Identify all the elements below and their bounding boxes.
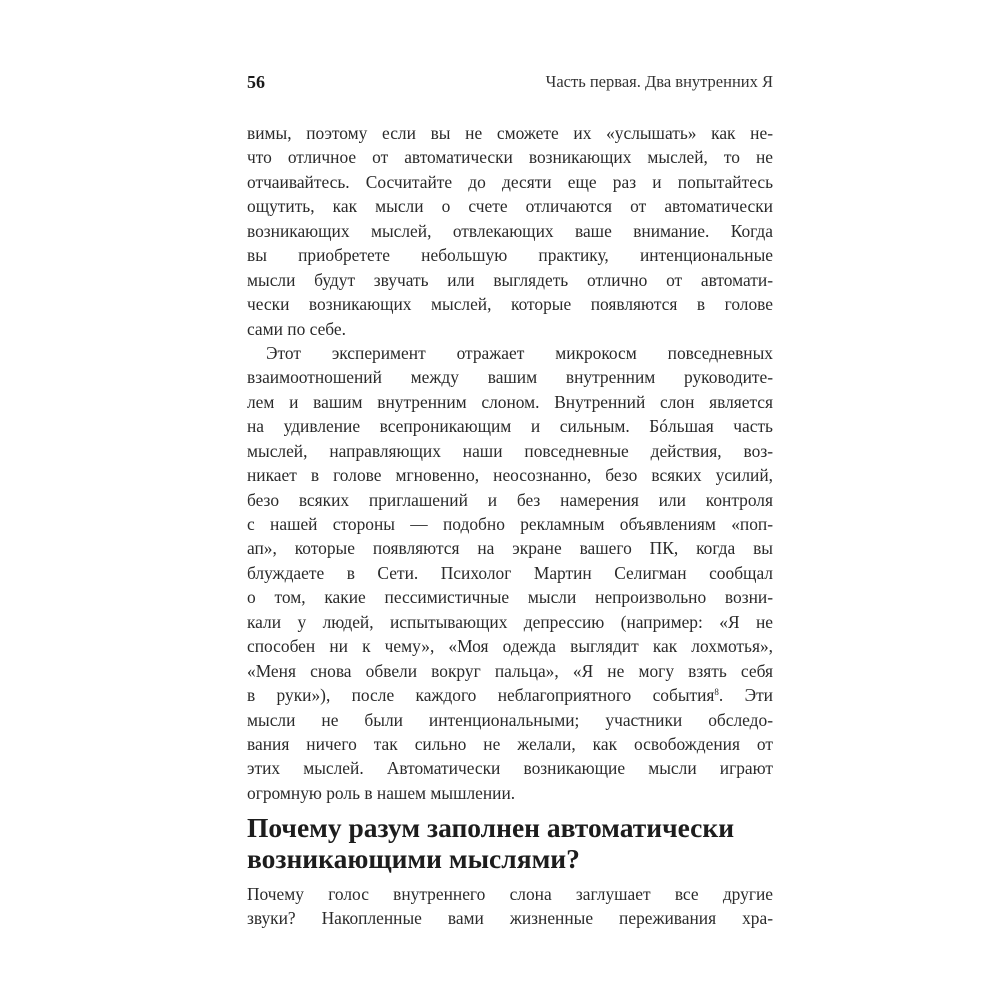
footnote-marker[interactable]: 8 — [714, 687, 719, 698]
text-line: этих мыслей. Автоматически возникающие мысли играют — [247, 758, 773, 779]
text-line: Почему голос внутреннего слона заглушает все другие — [247, 884, 773, 904]
text-line: вания ничего так сильно не желали, как освобождения от — [247, 733, 773, 754]
section-heading — [247, 812, 773, 874]
page-header — [247, 70, 773, 94]
text-line: звуки? Накопленные вами жизненные переживания хра- — [247, 908, 773, 929]
text-line: мысли будут звучать или выглядеть отлично от автомати- — [247, 269, 773, 290]
running-title: Часть первая. Два внутренних Я — [545, 72, 773, 91]
paragraph-2 — [247, 341, 773, 805]
body-text — [247, 121, 773, 805]
text-line: что отличное от автоматически возникающих мыслей, то не — [247, 147, 773, 168]
text-line: Этот эксперимент отражает микрокосм повседневных — [266, 342, 773, 363]
heading-line: Почему разум заполнен автоматически — [247, 812, 735, 843]
text-line: «Меня снова обвели вокруг пальца», «Я не могу взять себя — [247, 660, 773, 681]
text-line: взаимоотношений между вашим внутренним руководите- — [247, 367, 773, 388]
text-segment: . Эти — [718, 685, 773, 706]
text-line: способен ни к чему», «Моя одежда выглядит как лохмотья», — [247, 636, 773, 657]
paragraph-3 — [247, 882, 773, 931]
text-line: отчаивайтесь. Сосчитайте до десяти еще раз и попытайтесь — [247, 171, 773, 192]
text-line: с нашей стороны — подобно рекламным объявлениям «поп- — [247, 514, 773, 534]
text-line: безо всяких приглашений и без намерения или контроля — [247, 489, 773, 510]
text-line: ап», которые появляются на экране вашего ПК, когда вы — [247, 538, 773, 559]
text-segment: в руки»), после каждого неблагоприятного события — [247, 685, 715, 706]
text-line: возникающих мыслей, отвлекающих ваше внимание. Когда — [247, 220, 773, 241]
text-line: чески возникающих мыслей, которые появляются в голове — [247, 294, 773, 315]
text-line: мыслей, направляющих наши повседневные действия, воз- — [247, 440, 773, 461]
paragraph-1 — [247, 121, 773, 341]
text-line: никает в голове мгновенно, неосознанно, безо всяких усилий, — [247, 465, 773, 486]
text-line: огромную роль в нашем мышлении. — [247, 782, 516, 803]
text-line-with-footnote — [247, 683, 773, 707]
page-number: 56 — [247, 72, 265, 92]
text-line: на удивление всепроникающим и сильным. Бóльшая часть — [247, 416, 773, 437]
text-line: вимы, поэтому если вы не сможете их «услышать» как не- — [247, 123, 773, 143]
text-line: вы приобретете небольшую практику, интенциональные — [247, 245, 773, 266]
text-line: сами по себе. — [247, 318, 346, 339]
text-line: блуждаете в Сети. Психолог Мартин Селигман сообщал — [247, 562, 773, 583]
text-line: о том, какие пессимистичные мысли непроизвольно возни- — [247, 587, 773, 608]
text-line: кали у людей, испытывающих депрессию (например: «Я не — [247, 611, 773, 632]
text-line: лем и вашим внутренним слоном. Внутренний слон является — [247, 391, 773, 412]
text-line: мысли не были интенциональными; участники обследо- — [247, 709, 773, 730]
heading-line: возникающими мыслями? — [247, 843, 580, 874]
text-line: ощутить, как мысли о счете отличаются от автоматически — [247, 196, 773, 217]
